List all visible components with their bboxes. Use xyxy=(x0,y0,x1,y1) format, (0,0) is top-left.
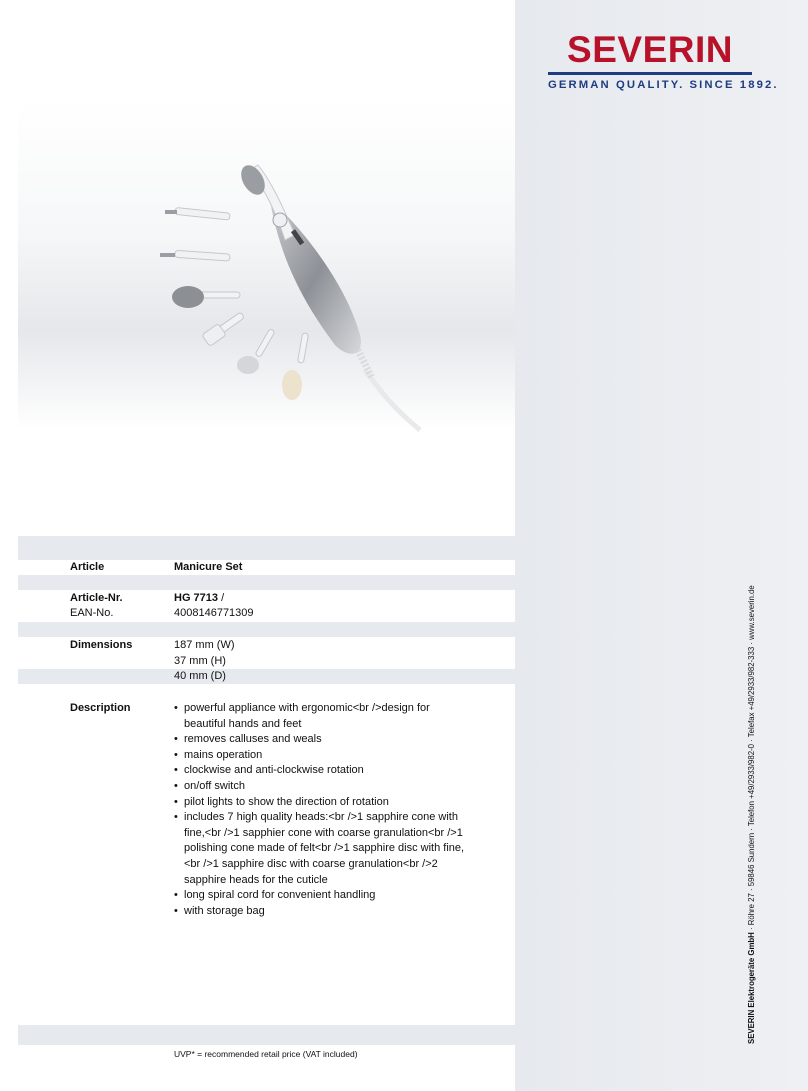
ean-label: EAN-No. xyxy=(70,607,114,619)
logo-wordmark: SEVERIN xyxy=(567,29,733,70)
attachment-5 xyxy=(237,329,275,374)
description-item: • on/off switch xyxy=(174,779,474,795)
article-nr-suffix: / xyxy=(218,592,225,604)
company-name: SEVERIN Elektrogeräte GmbH xyxy=(747,932,756,1044)
attachment-2 xyxy=(160,250,230,261)
dimension-width: 187 mm (W) xyxy=(174,639,235,651)
on-off-switch xyxy=(273,213,287,227)
attachment-6 xyxy=(282,333,309,400)
band-header xyxy=(18,536,515,560)
description-item: • clockwise and anti-clockwise rotation xyxy=(174,763,474,779)
dimensions-label: Dimensions xyxy=(70,639,133,651)
description-item: • with storage bag xyxy=(174,904,474,920)
description-list xyxy=(174,701,474,919)
band-spacer-2 xyxy=(18,622,515,637)
band-spacer-3 xyxy=(18,669,515,684)
article-value: Manicure Set xyxy=(174,561,243,573)
dimension-depth: 40 mm (D) xyxy=(174,670,226,682)
description-item: • long spiral cord for convenient handling xyxy=(174,888,474,904)
article-nr-number: HG 7713 xyxy=(174,592,219,604)
description-item: • powerful appliance with ergonomic<br />design for beautiful hands and feet xyxy=(174,701,474,732)
article-nr-value xyxy=(174,591,224,606)
logo-tagline: GERMAN QUALITY. SINCE 1892. xyxy=(548,79,779,91)
manicure-set-photo xyxy=(120,140,440,440)
dimension-height: 37 mm (H) xyxy=(174,655,226,667)
description-label: Description xyxy=(70,702,131,714)
description-item: • pilot lights to show the direction of rotation xyxy=(174,795,474,811)
severin-logo xyxy=(548,29,779,91)
attachment-4 xyxy=(202,312,245,347)
article-label: Article xyxy=(70,561,105,573)
attachment-3 xyxy=(172,286,240,308)
cord xyxy=(365,370,420,430)
company-address: · Röhre 27 · 59846 Sundern · Telefon +49/2933/982-0 · Telefax +49/2933/982-333 · www.severin.de xyxy=(747,585,756,933)
article-nr-label: Article-Nr. xyxy=(70,592,123,604)
attachment-1 xyxy=(165,207,230,220)
side-panel xyxy=(515,0,808,1091)
description-item: • removes calluses and weals xyxy=(174,732,474,748)
description-item: • mains operation xyxy=(174,748,474,764)
band-footer xyxy=(18,1025,515,1045)
ean-value: 4008146771309 xyxy=(174,607,254,619)
band-spacer-1 xyxy=(18,575,515,590)
price-footnote: UVP* = recommended retail price (VAT included) xyxy=(174,1049,358,1059)
company-info xyxy=(747,585,757,1044)
logo-rule xyxy=(548,72,752,75)
description-item: • includes 7 high quality heads:<br />1 sapphire cone with fine,<br />1 sapphier cone with coarse granulation<br />1 polishing cone made of felt<br />1 sapphire disc with fine,<br />1 sapphire disc with coarse granulation<br />2 sapphire heads for the cuticle xyxy=(174,810,474,888)
